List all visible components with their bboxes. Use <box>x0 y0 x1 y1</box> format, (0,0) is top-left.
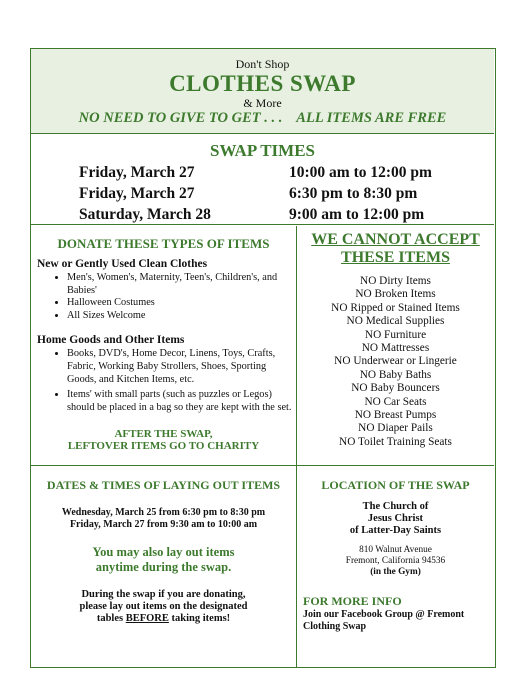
donate-group-clothes: New or Gently Used Clean Clothes <box>37 258 208 270</box>
swap-time: 10:00 am to 12:00 pm <box>289 164 432 181</box>
layout-times-section <box>31 466 297 667</box>
list-item: NO Medical Supplies <box>346 315 445 328</box>
list-item: • Men's, Women's, Maternity, Teen's, Children's, and Babies' <box>67 272 296 297</box>
more-info-line1: Join our Facebook Group @ Fremont <box>303 609 465 620</box>
address-city: Fremont, California 94536 <box>345 556 446 566</box>
list-item: NO Toilet Training Seats <box>339 435 452 448</box>
swap-day: Friday, March 27 <box>79 185 195 202</box>
list-item: • All Sizes Welcome <box>67 310 296 323</box>
swap-day: Saturday, March 28 <box>79 206 211 223</box>
anytime-note-line2: anytime during the swap. <box>95 560 232 574</box>
list-item: NO Mattresses <box>361 342 430 355</box>
layout-times-title: DATES & TIMES OF LAYING OUT ITEMS <box>46 478 281 492</box>
donate-title: DONATE THESE TYPES OF ITEMS <box>57 236 270 251</box>
address-street: 810 Walnut Avenue <box>359 545 432 555</box>
list-item: • Halloween Costumes <box>67 297 296 310</box>
list-item: NO Underwear or Lingerie <box>334 355 457 368</box>
charity-note-line1: AFTER THE SWAP, <box>114 428 213 441</box>
page-title: CLOTHES SWAP <box>169 71 356 96</box>
during-note-line2: please lay out items on the designated <box>79 601 248 612</box>
church-name-line3: of Latter-Day Saints <box>349 525 442 536</box>
cannot-accept-title-line1: WE CANNOT ACCEPT <box>311 231 480 248</box>
list-item: NO Dirty Items <box>360 275 431 287</box>
list-item: • Books, DVD's, Home Decor, Linens, Toys, Crafts, Fabric, Working Baby Strollers, Shoes, Sporting Goods, and Kitchen Items, etc. <box>67 348 296 386</box>
list-item: NO Diaper Pails <box>358 422 433 435</box>
cannot-accept-title-line2: THESE ITEMS <box>341 249 450 266</box>
during-note-post: taking items! <box>168 613 231 624</box>
church-name-line1: The Church of <box>362 501 429 512</box>
header-banner <box>31 49 494 134</box>
header-tagline: NO NEED TO GIVE TO GET . . . ALL ITEMS ARE FREE <box>78 110 447 126</box>
address-note: (in the Gym) <box>370 567 421 577</box>
layout-time-line1: Wednesday, March 25 from 6:30 pm to 8:30 pm <box>61 507 266 518</box>
header-pre: Don't Shop <box>235 57 290 71</box>
donate-home-list <box>31 348 296 414</box>
swap-time: 6:30 pm to 8:30 pm <box>289 185 418 202</box>
donate-section <box>31 226 297 466</box>
swap-day: Friday, March 27 <box>79 164 195 181</box>
during-note-pre: tables <box>96 613 126 624</box>
list-item: NO Breast Pumps <box>354 409 437 422</box>
cannot-accept-list <box>297 275 494 449</box>
more-info-line2: Clothing Swap <box>303 621 367 632</box>
swap-times-section <box>31 134 494 225</box>
cannot-accept-section <box>297 226 494 466</box>
layout-time-line2: Friday, March 27 from 9:30 am to 10:00 am <box>69 519 258 530</box>
swap-time: 9:00 am to 12:00 pm <box>289 206 425 223</box>
charity-note-line2: LEFTOVER ITEMS GO TO CHARITY <box>67 440 260 453</box>
header-post: & More <box>243 96 282 110</box>
more-info-title: FOR MORE INFO <box>303 594 402 608</box>
location-title: LOCATION OF THE SWAP <box>321 478 470 492</box>
flyer <box>30 48 496 668</box>
list-item: NO Furniture <box>364 328 427 341</box>
during-note-line1: During the swap if you are donating, <box>81 589 246 600</box>
location-section <box>297 466 494 667</box>
anytime-note-line1: You may also lay out items <box>92 545 235 559</box>
church-name-line2: Jesus Christ <box>367 513 424 524</box>
list-item: NO Baby Bouncers <box>351 382 440 395</box>
during-note-line3 <box>31 613 296 625</box>
list-item: NO Ripped or Stained Items <box>331 301 460 314</box>
list-item: NO Car Seats <box>364 395 427 408</box>
list-item: NO Broken Items <box>355 288 436 301</box>
list-item: NO Baby Baths <box>359 368 432 381</box>
donate-group-home: Home Goods and Other Items <box>37 334 185 347</box>
donate-clothes-list <box>31 272 296 322</box>
before-emphasis: BEFORE <box>125 613 169 624</box>
swap-times-title: SWAP TIMES <box>209 141 316 160</box>
list-item: • Items' with small parts (such as puzzles or Legos) should be placed in a bag so they are kept with the set. <box>67 389 296 414</box>
